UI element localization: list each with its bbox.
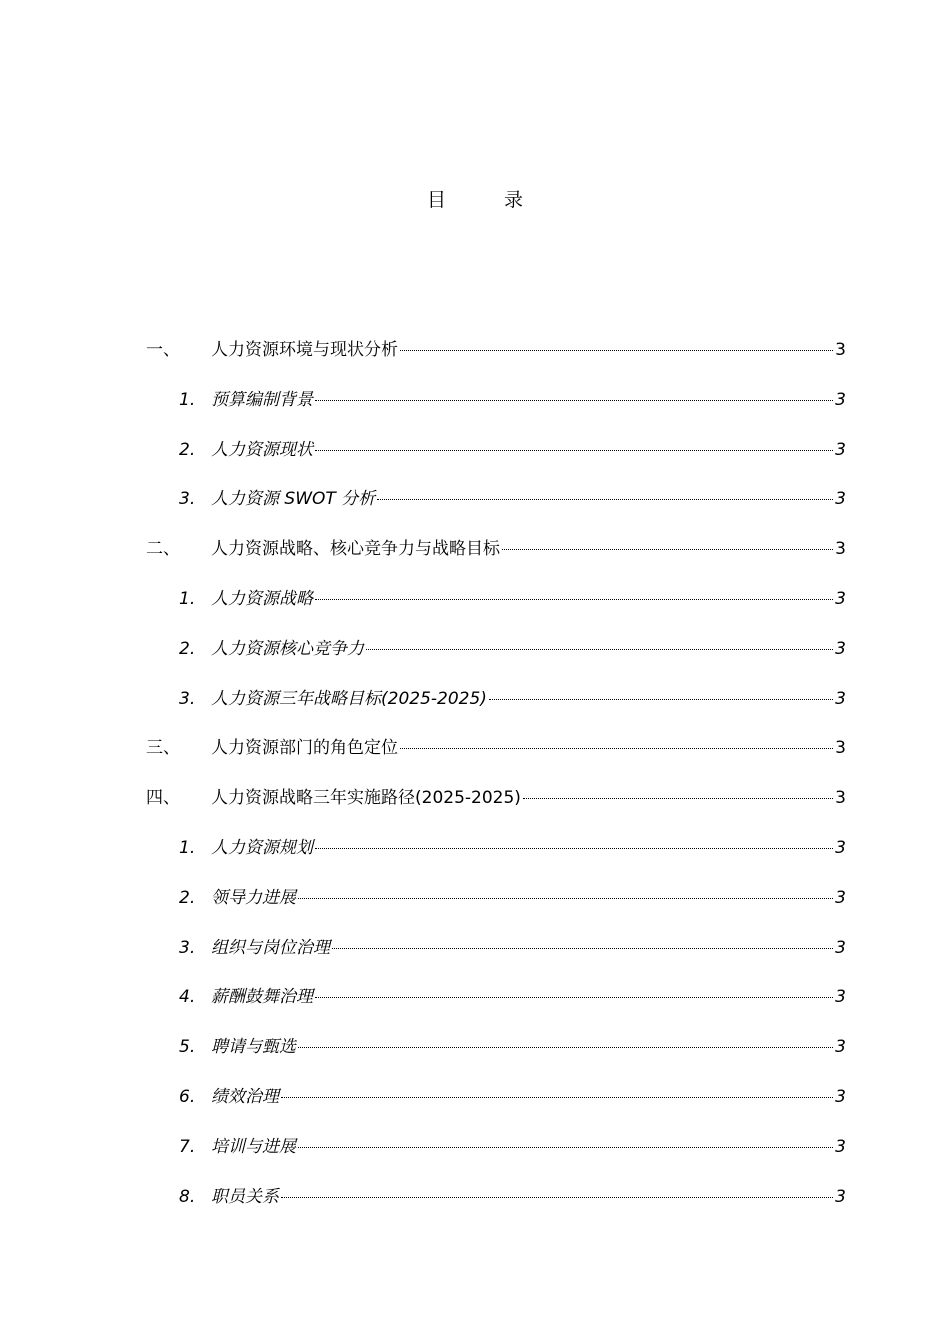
toc-entry-title: 人力资源现状 — [211, 439, 313, 460]
toc-entry-page-number: 3 — [835, 937, 846, 958]
toc-entry-page-number: 3 — [835, 1087, 846, 1107]
toc-entry[interactable] — [0, 479, 950, 519]
toc-entry-number: 5. — [179, 1037, 196, 1058]
toc-entry-line — [211, 728, 846, 768]
toc-entry[interactable] — [0, 728, 950, 768]
dot-leader — [377, 499, 833, 500]
toc-entry-line — [211, 878, 846, 918]
toc-entry-title: 组织与岗位治理 — [211, 937, 330, 958]
toc-entry-line — [211, 380, 846, 420]
dot-leader — [400, 748, 833, 749]
toc-entry[interactable] — [0, 579, 950, 619]
toc-entry-number: 8. — [179, 1186, 196, 1207]
toc-entry-title: 聘请与甄选 — [211, 1037, 296, 1058]
toc-entry[interactable] — [0, 529, 950, 569]
toc-entry-number: 2. — [179, 439, 196, 460]
toc-entry-line — [211, 579, 846, 619]
dot-leader — [523, 798, 833, 799]
toc-entry-line — [211, 330, 846, 370]
toc-entry[interactable] — [0, 1177, 950, 1217]
toc-entry-number: 3. — [179, 489, 196, 510]
toc-entry-title: 人力资源三年战略目标(2025-2025) — [211, 688, 487, 709]
toc-entry-page-number: 3 — [835, 539, 846, 560]
toc-entry-page-number: 3 — [835, 340, 846, 360]
toc-entry-line — [211, 1127, 846, 1167]
dot-leader — [315, 997, 833, 998]
dot-leader — [332, 948, 833, 949]
toc-entry-line — [211, 529, 846, 569]
dot-leader — [366, 649, 833, 650]
toc-entry-title: 人力资源战略、核心竞争力与战略目标 — [211, 539, 500, 560]
toc-entry[interactable] — [0, 430, 950, 470]
toc-entry-line — [211, 679, 846, 719]
toc-entry-number: 四、 — [146, 788, 180, 809]
dot-leader — [400, 350, 833, 351]
toc-entry-line — [211, 430, 846, 470]
toc-entry-page-number: 3 — [835, 887, 846, 908]
toc-entry[interactable] — [0, 828, 950, 868]
dot-leader — [281, 1097, 833, 1098]
toc-entry-line — [211, 828, 846, 868]
toc-entry[interactable] — [0, 629, 950, 669]
toc-entry-line — [211, 629, 846, 669]
dot-leader — [489, 699, 833, 700]
toc-entry-page-number: 3 — [835, 788, 846, 809]
toc-entry-number: 一、 — [146, 340, 180, 360]
toc-entry[interactable] — [0, 679, 950, 719]
toc-entry-number: 二、 — [146, 539, 180, 560]
dot-leader — [502, 549, 833, 550]
toc-entry-title: 培训与进展 — [211, 1136, 296, 1157]
toc-entry-title: 职员关系 — [211, 1186, 279, 1207]
dot-leader — [281, 1197, 833, 1198]
toc-entry-page-number: 3 — [835, 489, 846, 510]
toc-entry-page-number: 3 — [835, 688, 846, 709]
toc-entry[interactable] — [0, 977, 950, 1017]
toc-entry-page-number: 3 — [835, 439, 846, 460]
toc-entry[interactable] — [0, 878, 950, 918]
toc-entry[interactable] — [0, 928, 950, 968]
dot-leader — [298, 898, 833, 899]
toc-entry-page-number: 3 — [835, 987, 846, 1008]
toc-entry-title: 人力资源部门的角色定位 — [211, 738, 398, 759]
toc-entry-page-number: 3 — [835, 1037, 846, 1058]
toc-entry-line — [211, 1077, 846, 1117]
toc-entry[interactable] — [0, 1077, 950, 1117]
toc-entry-title: 人力资源规划 — [211, 838, 313, 858]
dot-leader — [315, 400, 833, 401]
toc-entry-page-number: 3 — [835, 389, 846, 410]
toc-entry-page-number: 3 — [835, 589, 846, 609]
toc-entry-title: 人力资源环境与现状分析 — [211, 340, 398, 360]
toc-entry-title: 预算编制背景 — [211, 389, 313, 410]
toc-entry-page-number: 3 — [835, 638, 846, 659]
toc-entry-number: 三、 — [146, 738, 180, 759]
toc-entry-number: 2. — [179, 887, 196, 908]
toc-entry-title: 人力资源战略 — [211, 589, 313, 609]
toc-entry[interactable] — [0, 1127, 950, 1167]
toc-entry[interactable] — [0, 380, 950, 420]
toc-entry-title: 领导力进展 — [211, 887, 296, 908]
page-title: 目 录 — [426, 189, 550, 211]
toc-entry-page-number: 3 — [835, 1136, 846, 1157]
toc-entry-page-number: 3 — [835, 838, 846, 858]
toc-entry-line — [211, 977, 846, 1017]
toc-entry-title: 人力资源核心竞争力 — [211, 638, 364, 659]
toc-entry-number: 1. — [179, 389, 196, 410]
dot-leader — [315, 599, 833, 600]
toc-entry-number: 3. — [179, 937, 196, 958]
toc-entry-title: 绩效治理 — [211, 1087, 279, 1107]
toc-entry-page-number: 3 — [835, 738, 846, 759]
toc-entry-line — [211, 928, 846, 968]
toc-entry[interactable] — [0, 1027, 950, 1067]
toc-entry[interactable] — [0, 330, 950, 370]
dot-leader — [315, 450, 833, 451]
toc-entry-number: 2. — [179, 638, 196, 659]
toc-entry-number: 1. — [179, 838, 196, 858]
toc-entry-number: 7. — [179, 1136, 196, 1157]
toc-entry-line — [211, 1027, 846, 1067]
toc-entry[interactable] — [0, 778, 950, 818]
dot-leader — [298, 1147, 833, 1148]
toc-entry-number: 3. — [179, 688, 196, 709]
dot-leader — [315, 848, 833, 849]
toc-entry-number: 1. — [179, 589, 196, 609]
toc-entry-title: 薪酬鼓舞治理 — [211, 987, 313, 1008]
toc-entry-number: 4. — [179, 987, 196, 1008]
dot-leader — [298, 1047, 833, 1048]
toc-entry-line — [211, 1177, 846, 1217]
toc-entry-page-number: 3 — [835, 1186, 846, 1207]
toc-entry-number: 6. — [179, 1087, 196, 1107]
toc-entry-title: 人力资源战略三年实施路径(2025-2025) — [211, 788, 521, 809]
toc-entry-line — [211, 778, 846, 818]
toc-entry-title: 人力资源 SWOT 分析 — [211, 489, 376, 510]
toc-entry-line — [211, 479, 846, 519]
